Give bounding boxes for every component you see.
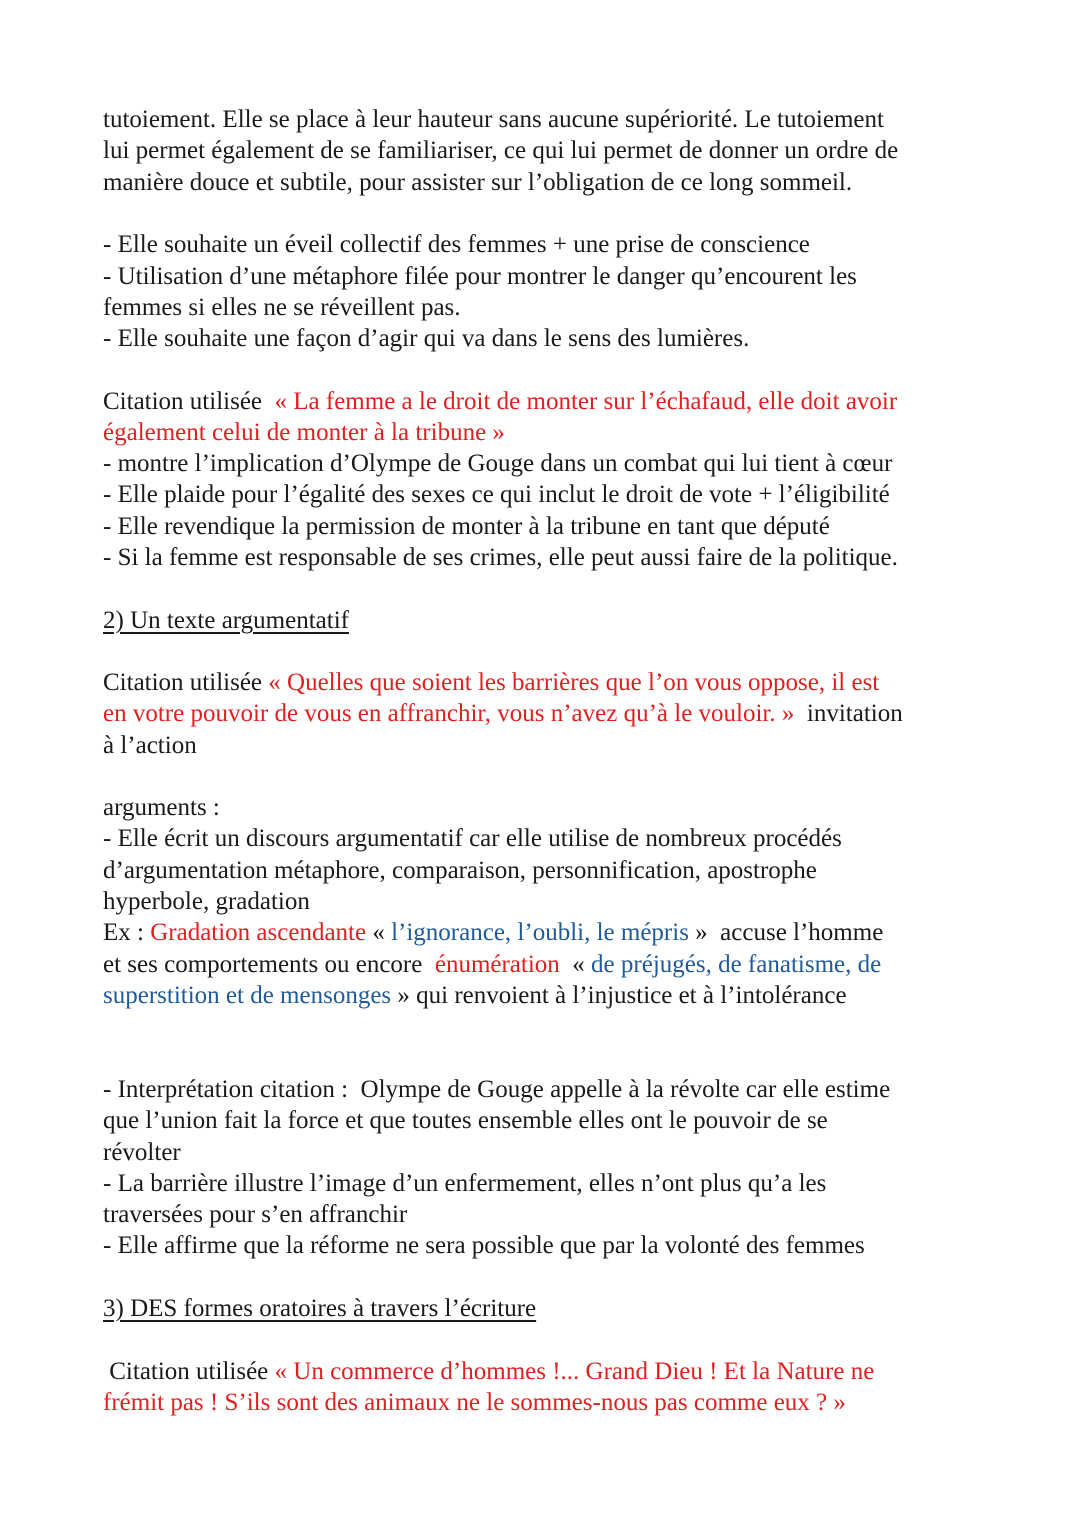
section-heading: 3) DES formes oratoires à travers l’écriture — [103, 1295, 537, 1322]
text-line: révolter — [103, 1139, 181, 1166]
text-line: lui permet également de se familiariser, ce qui lui permet de donner un ordre de — [103, 137, 899, 164]
figure-of-speech-label: Gradation ascendante — [150, 919, 367, 946]
text-line: arguments : — [103, 794, 220, 821]
quote-text: « Quelles que soient les barrières que l’on vous oppose, il est — [268, 669, 880, 696]
bullet-line: - Elle revendique la permission de monter à la tribune en tant que député — [103, 513, 830, 540]
bullet-line: - Elle écrit un discours argumentatif car elle utilise de nombreux procédés — [103, 825, 842, 852]
quote-text: frémit pas ! S’ils sont des animaux ne le sommes-nous pas comme eux ? » — [103, 1389, 846, 1416]
example-line: superstition et de mensonges » qui renvoient à l’injustice et à l’intolérance — [103, 982, 847, 1009]
quote-text: « La femme a le droit de monter sur l’échafaud, elle doit avoir — [274, 388, 898, 415]
example-line: et ses comportements ou encore énumération « de préjugés, de fanatisme, de — [103, 951, 882, 978]
bullet-line: - Elle souhaite un éveil collectif des femmes + une prise de conscience — [103, 231, 810, 258]
example-quote: de préjugés, de fanatisme, de — [591, 951, 882, 978]
example-quote: l’ignorance, l’oubli, le mépris — [391, 919, 689, 946]
text-line: à l’action — [103, 732, 197, 759]
text-line: tutoiement. Elle se place à leur hauteur sans aucune supériorité. Le tutoiement — [103, 106, 884, 133]
example-quote: superstition et de mensonges — [103, 982, 392, 1009]
citation-line — [103, 417, 505, 448]
citation-line — [103, 1387, 846, 1418]
quote-text: également celui de monter à la tribune » — [103, 419, 505, 446]
bullet-line: - Utilisation d’une métaphore filée pour montrer le danger qu’encourent les — [103, 263, 857, 290]
bullet-line: - Elle souhaite une façon d’agir qui va dans le sens des lumières. — [103, 325, 750, 352]
citation-line: en votre pouvoir de vous en affranchir, vous n’avez qu’à le vouloir. » invitation — [103, 700, 903, 727]
quote-text: « Un commerce d’hommes !... Grand Dieu ! Et la Nature ne — [274, 1358, 875, 1385]
figure-of-speech-label: énumération — [434, 951, 560, 978]
citation-line: Citation utilisée « Quelles que soient les barrières que l’on vous oppose, il est — [103, 669, 880, 696]
citation-line: Citation utilisée « La femme a le droit de monter sur l’échafaud, elle doit avoir — [103, 388, 898, 415]
text-line: femmes si elles ne se réveillent pas. — [103, 294, 461, 321]
text-line: traversées pour s’en affranchir — [103, 1201, 408, 1228]
bullet-line: - Elle plaide pour l’égalité des sexes ce qui inclut le droit de vote + l’éligibilité — [103, 481, 890, 508]
text-line: d’argumentation métaphore, comparaison, personnification, apostrophe — [103, 857, 817, 884]
bullet-line: - montre l’implication d’Olympe de Gouge dans un combat qui lui tient à cœur — [103, 450, 893, 477]
bullet-line: - La barrière illustre l’image d’un enfermement, elles n’ont plus qu’a les — [103, 1170, 827, 1197]
bullet-line: - Elle affirme que la réforme ne sera possible que par la volonté des femmes — [103, 1232, 865, 1259]
text-line: manière douce et subtile, pour assister sur l’obligation de ce long sommeil. — [103, 169, 853, 196]
citation-line: Citation utilisée « Un commerce d’hommes !... Grand Dieu ! Et la Nature ne — [103, 1358, 875, 1385]
quote-text: en votre pouvoir de vous en affranchir, vous n’avez qu’à le vouloir. » — [103, 700, 795, 727]
text-line: que l’union fait la force et que toutes ensemble elles ont le pouvoir de se — [103, 1107, 828, 1134]
bullet-line: - Interprétation citation : Olympe de Gouge appelle à la révolte car elle estime — [103, 1076, 891, 1103]
section-heading: 2) Un texte argumentatif — [103, 607, 349, 634]
bullet-line: - Si la femme est responsable de ses crimes, elle peut aussi faire de la politique. — [103, 544, 898, 571]
example-line: Ex : Gradation ascendante « l’ignorance, l’oubli, le mépris » accuse l’homme — [103, 919, 884, 946]
text-line: hyperbole, gradation — [103, 888, 310, 915]
